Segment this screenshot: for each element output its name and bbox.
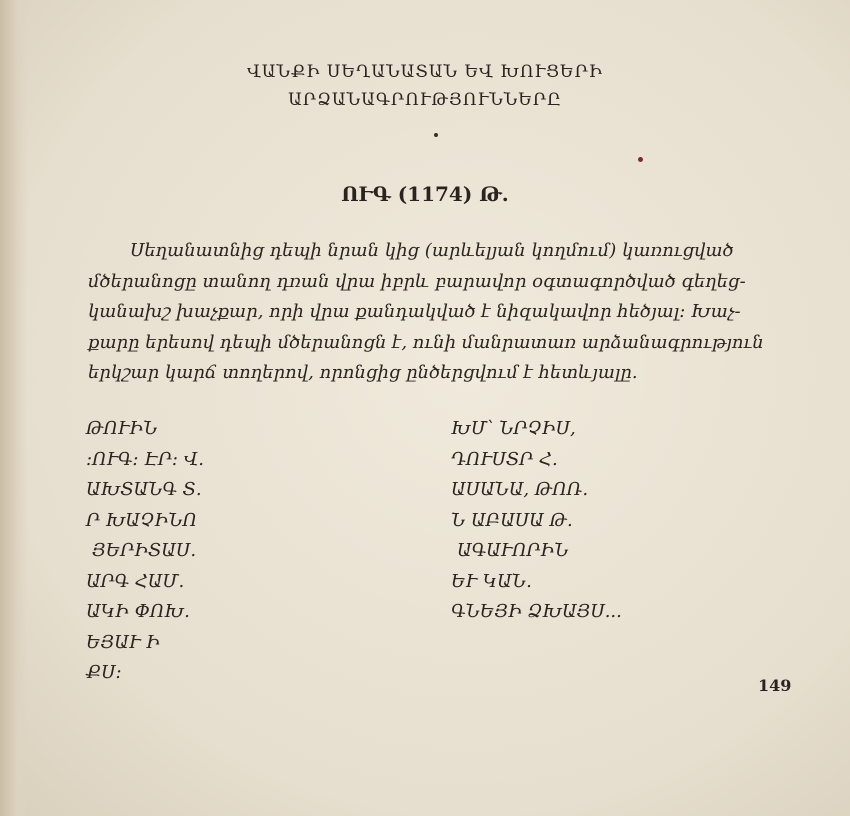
inscription-line: ԴՈՒՍՏՐ Հ․ xyxy=(451,448,558,470)
chapter-header-line-1: ՎԱՆՔԻ ՍԵՂԱՆԱՏԱՆ ԵՎ ԽՈՒՑԵՐԻ xyxy=(247,62,603,82)
inscription-right-column xyxy=(451,414,622,628)
inscription-left-column xyxy=(86,414,204,689)
ink-speck xyxy=(638,157,643,162)
inscription-line: ԳՆԵՅԻ ՁԽԱՅՍ... xyxy=(451,601,622,622)
print-speck xyxy=(434,133,438,137)
paragraph-line: երկշար կարճ տողերով, որոնցից ընծերցվում է հետևյալը. xyxy=(88,362,638,383)
inscription-line: ԱԽՏԱՆԳ Տ․ xyxy=(86,479,202,500)
inscription-line: ԽՄ՝ ՆՐՉԻՍ, xyxy=(451,418,576,439)
inscription-line: ԱԿԻ ՓՈԽ․ xyxy=(86,601,191,622)
inscription-line: ԱՐԳ ՀԱՄ․ xyxy=(86,570,185,592)
inscription-line: ՔՍ։ xyxy=(86,662,122,683)
chapter-header-line-2: ԱՐՁԱՆԱԳՐՈՒԹՅՈՒՆՆԵՐԸ xyxy=(288,90,562,110)
inscription-line: ԱԳԱՒՈՐԻՆ xyxy=(457,540,569,561)
page-number: 149 xyxy=(758,676,792,695)
inscription-line: ։ՈՒԳ։ ԷՐ։ Վ․ xyxy=(86,448,205,470)
inscription-line: ԵՅԱՒ Ի xyxy=(86,631,160,653)
page-spine-shadow xyxy=(0,0,28,816)
paragraph-line: Սեղանատնից դեպի նրան կից (արևելյան կողմում) կառուցված xyxy=(130,240,734,261)
paragraph-line: քարը երեսով դեպի մծերանոցն է, ունի մանրատառ արձանագրություն xyxy=(88,331,764,353)
inscription-line: ՅԵՐԻՏԱՍ․ xyxy=(92,540,197,561)
paragraph-line: մծերանոցը տանող դռան վրա իբրև բարավոր օգտագործված գեղեց- xyxy=(88,270,746,292)
inscription-line: Ր ԽԱՉԻՆՈ xyxy=(86,509,197,531)
description-paragraph xyxy=(88,236,803,389)
inscription-line: ԱՍԱՆԱ, ԹՈՌ․ xyxy=(451,479,589,500)
inscription-line: ԹՈՒԻՆ xyxy=(86,418,158,439)
paragraph-line: կանախշ խաչքար, որի վրա քանդակված է նիզակավոր հեծյալ։ Խաչ- xyxy=(88,301,741,322)
year-heading: ՈՒԳ (1174) Թ. xyxy=(341,182,509,206)
inscription-line: ԵՒ ԿԱՆ․ xyxy=(451,570,532,592)
inscription-line: Ն ԱԲԱՍԱ Թ․ xyxy=(451,509,573,531)
